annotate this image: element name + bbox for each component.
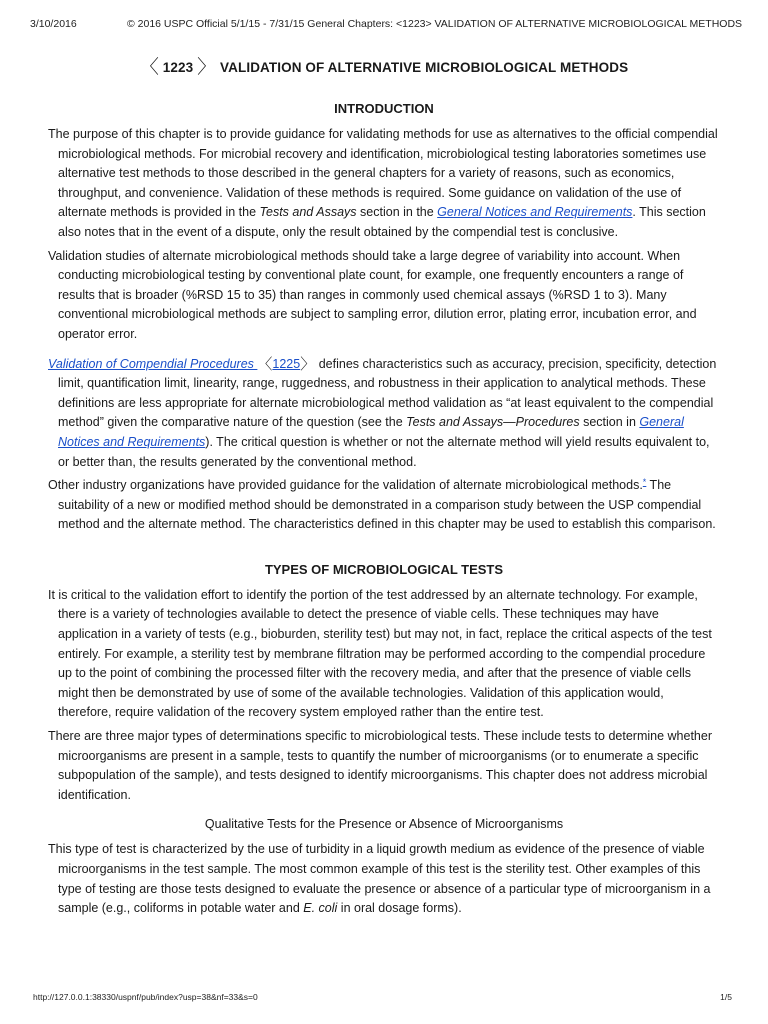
general-notices-link[interactable]: General Notices and Requirements (437, 205, 633, 220)
emphasis-e-coli: E. coli (303, 901, 338, 916)
ref-right-bracket: 〉 (300, 355, 316, 373)
qualitative-paragraph-1 (48, 840, 720, 918)
validation-compendial-procedures-link[interactable]: Validation of Compendial Procedures (48, 356, 258, 371)
text-run: . This section also notes that in the event of a dispute, only the result obtained by the compendial test is conclusive. (58, 205, 706, 239)
text-run: section in (579, 415, 640, 430)
text-run: section in the (356, 205, 438, 220)
types-paragraph-1: It is critical to the validation effort to identify the portion of the test addressed by an alternate technology. For example, there is a variety of technologies available to detect the presence of viable cells. These techniques may have application in a variety of tests (e.g., bioburden, sterility test) but may not, in fact, replace the critical aspects of the test entirely. For example, a sterility test by membrane filtration may be performed according to the compendial procedure up to the point of combining the processed filter with the recovery media, and after that the presence of viable cells might then be demonstrated by use of some of the available technologies. Validation of this application would, therefore, require validation of the recovery system employed rather than the entire test. (48, 587, 712, 720)
chapter-number: 1223 (162, 60, 194, 75)
intro-paragraph-3 (48, 355, 720, 473)
chapter-1225-link[interactable]: 1225 (272, 356, 301, 371)
text-run: ). The critical question is whether or not the alternate method will yield results equivalent to, or better than, the results generated by the conventional method. (58, 434, 710, 469)
intro-paragraph-4 (48, 476, 720, 535)
section-heading-types: TYPES OF MICROBIOLOGICAL TESTS (264, 561, 504, 577)
emphasis-tests-and-assays: Tests and Assays (259, 205, 357, 220)
chapter-title (48, 56, 720, 80)
general-notices-link-2[interactable]: General Notices and Requirements (58, 415, 684, 449)
section-heading-introduction: INTRODUCTION (334, 101, 434, 116)
section-spacer (48, 539, 720, 561)
text-run: Other industry organizations have provided guidance for the validation of alternate microbiological methods. (48, 478, 643, 493)
text-run: This type of test is characterized by the use of turbidity in a liquid growth medium as evidence of the presence of viable microorganisms in the test sample. The most common example of this test is the sterility test. Other examples of this type of testing are those tests designed to evaluate the presence or absence of a particular type of microorganism in a sample (e.g., coliforms in potable water and (48, 842, 711, 916)
text-run: The purpose of this chapter is to provide guidance for validating methods for use as alternatives to the official compendial microbiological methods. For microbial recovery and identification, microbiological testing laboratories sometimes use alternative test methods to those described in the general chapters for a variety of reasons, such as economics, throughput, and convenience. Validation of these methods is required. Some guidance on validation of the use of alternate methods is provided in the (48, 127, 718, 220)
page-number: 1/5 (720, 992, 732, 1002)
print-url: http://127.0.0.1:38330/uspnf/pub/index?usp=38&nf=33&s=0 (33, 992, 258, 1002)
intro-paragraph-1 (48, 125, 720, 243)
intro-paragraph-2: Validation studies of alternate microbiological methods should take a large degree of variability into account. When conducting microbiological testing by conventional plate count, for example, one frequently encounters a range of results that is broader (%RSD 15 to 35) than ranges in commonly used chemical assays (%RSD 1 to 3). Many conventional microbiological methods are subject to sampling error, dilution error, plating error, incubation error, and operator error. (48, 248, 697, 341)
text-run: The suitability of a new or modified method should be demonstrated in a comparison study between the USP compendial method and the alternate method. The characteristics defined in this chapter may be used to establish this comparison. (58, 478, 716, 532)
chapter-title-text: VALIDATION OF ALTERNATIVE MICROBIOLOGICAL METHODS (220, 60, 629, 75)
subsection-heading-qualitative: Qualitative Tests for the Presence or Absence of Microorganisms (204, 817, 564, 832)
text-run: defines characteristics such as accuracy, precision, specificity, detection limit, quantification limit, linearity, range, ruggedness, and robustness in their application to analytical methods. These definitions are less appropriate for alternate microbiological method validation as “at least equivalent to the compendial method” given the comparative nature of the question (see the (58, 356, 717, 430)
document-body (48, 56, 720, 923)
text-run: in oral dosage forms). (337, 901, 462, 916)
types-paragraph-2: There are three major types of determinations specific to microbiological tests. These include tests to determine whether microorganisms are present in a sample, tests to quantify the number of microorganisms (or to enumerate a specific subpopulation of the sample), and tests designed to identify microorganisms. This chapter does not address microbial identification. (48, 729, 712, 802)
footnote-link[interactable]: * (642, 477, 647, 488)
print-date: 3/10/2016 (30, 18, 77, 30)
ref-left-bracket: 〈 (257, 355, 273, 373)
print-title: © 2016 USPC Official 5/1/15 - 7/31/15 General Chapters: <1223> VALIDATION OF ALTERNATIVE MICROBIOLOGICAL METHODS (127, 18, 743, 30)
emphasis-tests-and-assays-procedures: Tests and Assays—Procedures (406, 415, 580, 430)
chapter-left-bracket: 〈 (139, 57, 159, 78)
chapter-right-bracket: 〉 (197, 57, 217, 78)
